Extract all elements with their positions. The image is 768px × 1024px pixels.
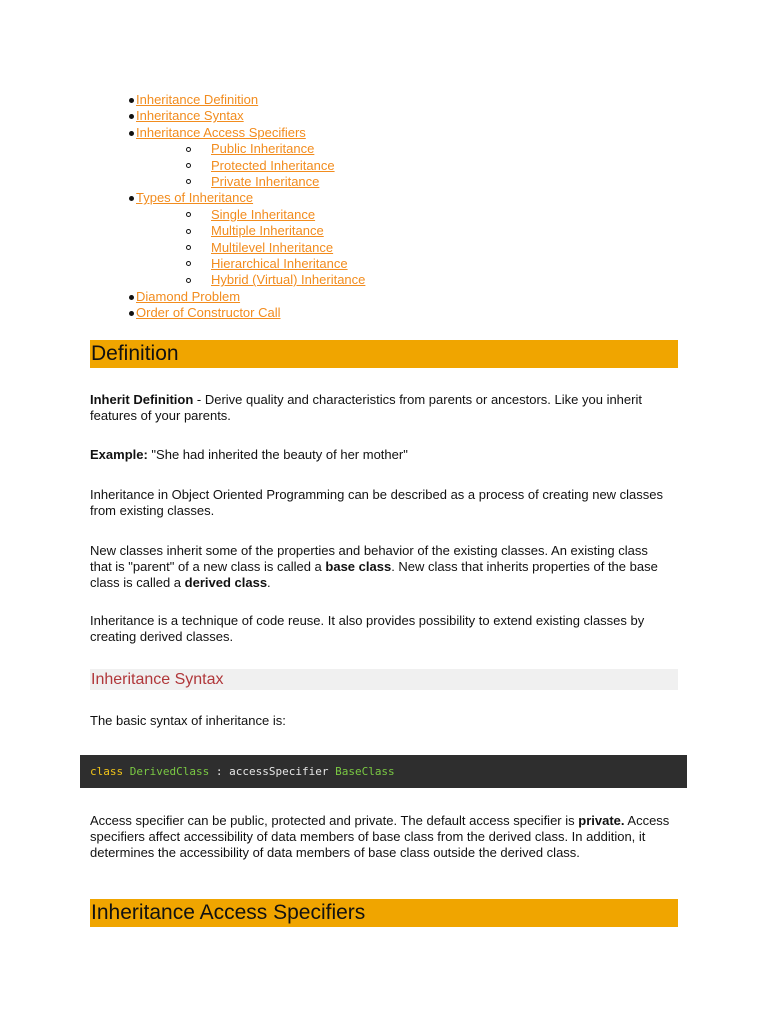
circle-bullet-icon xyxy=(186,245,191,250)
example-paragraph xyxy=(90,447,670,463)
toc-subitem xyxy=(0,223,768,239)
syntax-code-block xyxy=(80,755,687,788)
toc-subitem xyxy=(0,256,768,272)
toc-sublink[interactable]: Multiple Inheritance xyxy=(211,223,324,239)
toc-item xyxy=(0,190,768,206)
bullet-icon xyxy=(129,114,134,119)
syntax-intro: The basic syntax of inheritance is: xyxy=(90,713,286,728)
bullet-icon xyxy=(129,295,134,300)
access-specifier-paragraph xyxy=(90,813,675,861)
toc-sublink[interactable]: Single Inheritance xyxy=(211,206,316,222)
toc-sublink[interactable]: Multilevel Inheritance xyxy=(211,239,334,255)
toc-item xyxy=(0,289,768,305)
toc-subitem xyxy=(0,174,768,190)
toc-subitem xyxy=(0,240,768,256)
private-term: private. xyxy=(578,813,625,828)
toc-sublink[interactable]: Private Inheritance xyxy=(211,173,320,189)
circle-bullet-icon xyxy=(186,147,191,152)
code-reuse-paragraph: Inheritance is a technique of code reuse. It also provides possibility to extend existing classes by creating derived classes. xyxy=(90,613,645,644)
access-text-b: Access specifiers affect accessibility of data members of base class from the derived class. In addition, it determines the accessibility of data members of base class outside the derived class. xyxy=(90,813,670,860)
circle-bullet-icon xyxy=(186,179,191,184)
toc-subitem xyxy=(0,141,768,157)
example-label: Example: xyxy=(90,447,148,462)
toc-link[interactable]: Inheritance Definition xyxy=(136,92,259,107)
inherit-definition-term: Inherit Definition xyxy=(90,392,194,407)
circle-bullet-icon xyxy=(186,261,191,266)
bullet-icon xyxy=(129,98,134,103)
inherit-definition-paragraph xyxy=(90,392,670,424)
base-derived-text-c: . xyxy=(267,575,271,590)
definition-heading: Definition xyxy=(90,340,678,368)
code-keyword-class: class xyxy=(90,765,124,778)
code-base-class: BaseClass xyxy=(335,765,395,778)
toc-sublink[interactable]: Public Inheritance xyxy=(211,141,315,157)
toc-link[interactable]: Types of Inheritance xyxy=(136,190,254,206)
toc-link[interactable]: Inheritance Syntax xyxy=(136,108,244,124)
table-of-contents xyxy=(0,92,768,321)
oop-inheritance-paragraph: Inheritance in Object Oriented Programming can be described as a process of creating new classes from existing classes. xyxy=(90,487,664,518)
inheritance-syntax-heading: Inheritance Syntax xyxy=(90,669,678,690)
bullet-icon xyxy=(129,196,134,201)
toc-item xyxy=(0,305,768,321)
toc-item xyxy=(0,92,768,108)
base-class-term: base class xyxy=(325,559,392,574)
toc-link[interactable]: Order of Constructor Call xyxy=(136,305,281,321)
example-text: "She had inherited the beauty of her mother" xyxy=(147,447,408,462)
toc-sublink[interactable]: Protected Inheritance xyxy=(211,157,335,173)
base-derived-text-a: New classes inherit some of the properties and behavior of the existing classes. An existing class that is "parent" of a new class is called a xyxy=(90,543,648,574)
toc-sublink[interactable]: Hierarchical Inheritance xyxy=(211,255,348,271)
derived-class-term: derived class xyxy=(184,575,268,590)
code-derived-class: DerivedClass xyxy=(129,765,210,778)
base-derived-text-b: . New class that inherits properties of the base class is called a xyxy=(90,559,658,590)
access-text-a: Access specifier can be public, protected and private. The default access specifier is xyxy=(90,813,579,828)
code-access-specifier: : accessSpecifier xyxy=(209,765,336,778)
circle-bullet-icon xyxy=(186,278,191,283)
base-derived-paragraph xyxy=(90,543,670,591)
toc-subitem xyxy=(0,158,768,174)
circle-bullet-icon xyxy=(186,229,191,234)
bullet-icon xyxy=(129,311,134,316)
access-specifiers-heading: Inheritance Access Specifiers xyxy=(90,899,678,927)
bullet-icon xyxy=(129,131,134,136)
toc-item xyxy=(0,125,768,141)
toc-subitem xyxy=(0,272,768,288)
circle-bullet-icon xyxy=(186,212,191,217)
inherit-definition-text: - Derive quality and characteristics from parents or ancestors. Like you inherit features of your parents. xyxy=(90,392,642,423)
toc-subitem xyxy=(0,207,768,223)
toc-link[interactable]: Inheritance Access Specifiers xyxy=(136,124,306,140)
toc-sublink[interactable]: Hybrid (Virtual) Inheritance xyxy=(211,272,366,288)
toc-item xyxy=(0,108,768,124)
toc-link[interactable]: Diamond Problem xyxy=(136,288,241,304)
circle-bullet-icon xyxy=(186,163,191,168)
